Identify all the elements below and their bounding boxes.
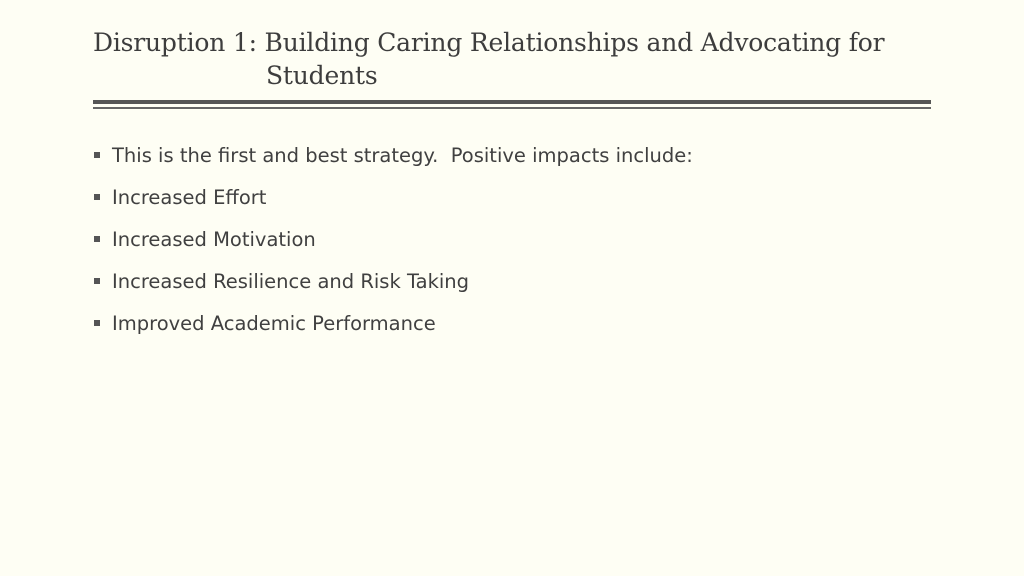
square-bullet-icon: [94, 236, 100, 242]
slide-title: [93, 26, 943, 92]
square-bullet-icon: [94, 194, 100, 200]
bullet-text: Increased Motivation: [112, 227, 316, 251]
bullet-list: [93, 134, 693, 344]
bullet-text: This is the first and best strategy. Positive impacts include:: [112, 143, 693, 167]
bullet-text: Increased Resilience and Risk Taking: [112, 269, 470, 293]
title-area: [93, 26, 943, 92]
title-divider: [93, 100, 931, 109]
divider-thick-line: [93, 100, 931, 104]
bullet-item: [93, 218, 693, 260]
bullet-item: [93, 302, 693, 344]
bullet-item: [93, 176, 693, 218]
bullet-text: Improved Academic Performance: [112, 311, 436, 335]
square-bullet-icon: [94, 278, 100, 284]
slide-title-line-1: Disruption 1: Building Caring Relationships and Advocating for: [93, 28, 885, 57]
divider-thin-line: [93, 107, 931, 109]
square-bullet-icon: [94, 320, 100, 326]
bullet-item: [93, 260, 693, 302]
square-bullet-icon: [94, 152, 100, 158]
slide-title-line-2: Students: [266, 61, 378, 90]
bullet-item: [93, 134, 693, 176]
bullet-text: Increased Effort: [112, 185, 267, 209]
